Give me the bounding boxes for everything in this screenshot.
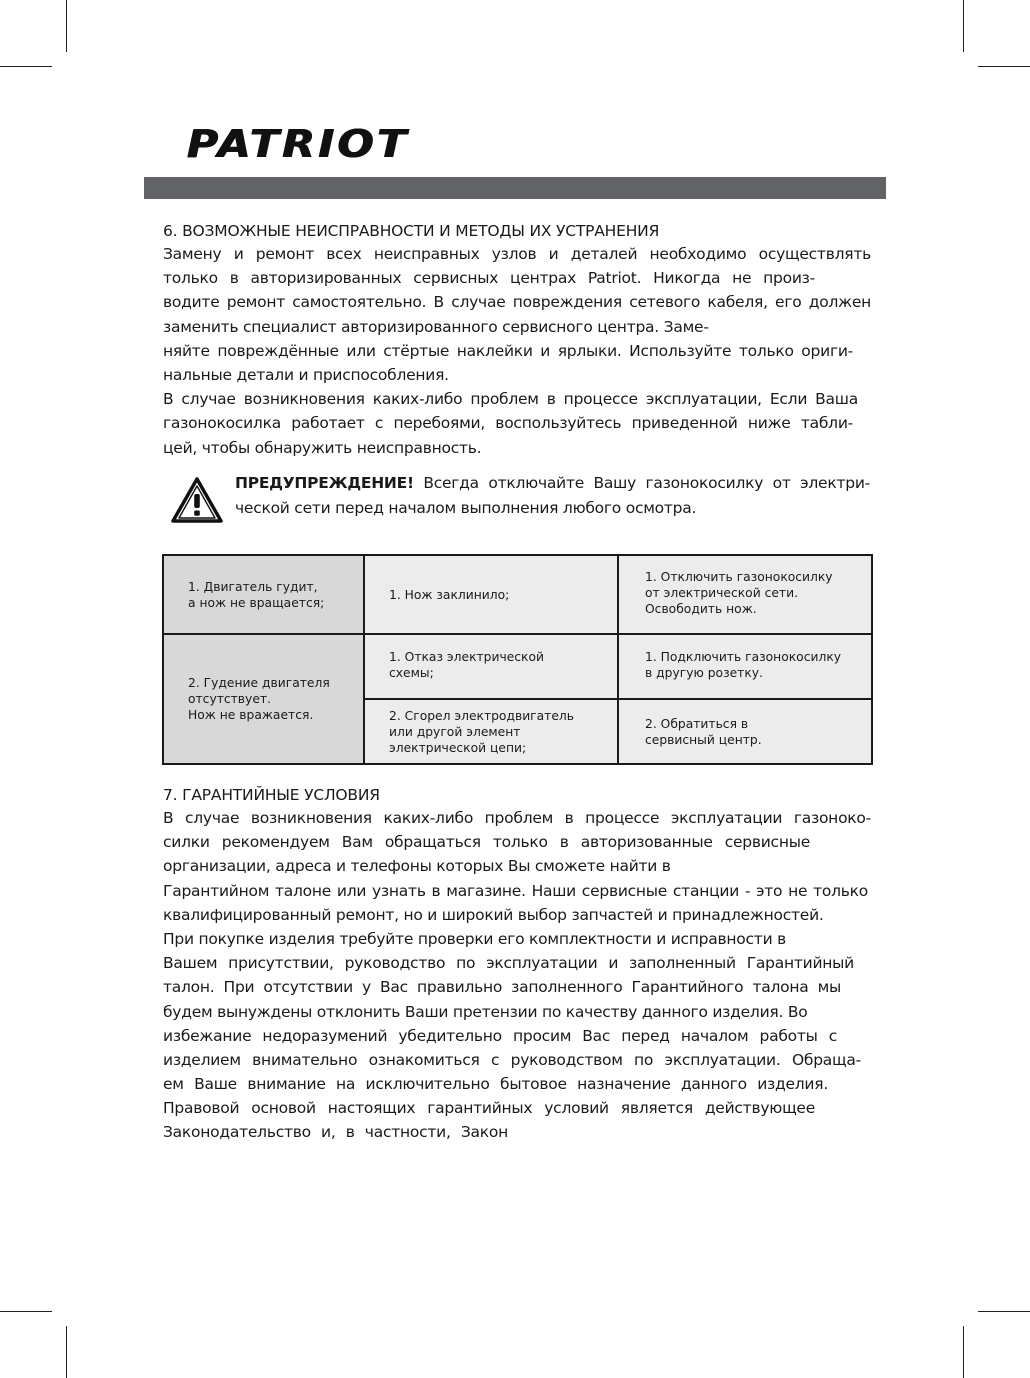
section7-line: силки рекомендуем Вам обращаться только в авторизованные сервисные: [163, 833, 810, 852]
section7-line: Правовой основой настоящих гарантийных условий является действующее: [163, 1099, 815, 1118]
section7-line: квалифицированный ремонт, но и широкий выбор запчастей и принадлежностей.: [163, 905, 824, 924]
section6-line: нальные детали и приспособления.: [163, 365, 449, 384]
section7-line: Гарантийном талоне или узнать в магазине. Наши сервисные станции - это не только: [163, 881, 868, 900]
solution-cell: [618, 555, 872, 634]
section6-line: В случае возникновения каких-либо проблем в процессе эксплуатации, Если Ваша: [163, 390, 858, 409]
section7-line: ем Ваше внимание на исключительно бытовое назначение данного изделия.: [163, 1075, 828, 1094]
section6-line: газонокосилка работает с перебоями, воспользуйтесь приведенной ниже табли-: [163, 414, 853, 433]
cell-text: 1. Подключить газонокосилку: [645, 650, 842, 664]
section6-line: только в авторизированных сервисных центрах Patriot. Никогда не произ-: [163, 269, 815, 288]
crop-mark: [0, 66, 52, 67]
cell-text: Нож не вражается.: [188, 708, 314, 722]
section6-line: Замену и ремонт всех неисправных узлов и деталей необходимо осуществлять: [163, 245, 871, 263]
cell-text: 1. Двигатель гудит,: [188, 579, 318, 594]
section6-body: [163, 242, 871, 460]
cell-text: 1. Отключить газонокосилку: [645, 570, 833, 584]
crop-mark: [963, 0, 964, 52]
table-row: [163, 634, 872, 699]
section7-line: будем вынуждены отклонить Ваши претензии по качеству данного изделия. Во: [163, 1002, 808, 1021]
cell-text: Освободить нож.: [645, 602, 757, 616]
cell-text: сервисный центр.: [645, 732, 762, 747]
cause-cell: [364, 699, 618, 764]
cell-text: а нож не вращается;: [188, 595, 325, 610]
section6-line: водите ремонт самостоятельно. В случае повреждения сетевого кабеля, его должен: [163, 293, 871, 312]
cell-text: 1. Нож заклинило;: [389, 587, 510, 602]
problem-cell: [163, 555, 364, 634]
brand-logo: PATRIOT: [187, 122, 410, 166]
cell-text: отсутствует.: [188, 692, 271, 706]
warning-line-1: [235, 471, 870, 496]
section6-heading: 6. ВОЗМОЖНЫЕ НЕИСПРАВНОСТИ И МЕТОДЫ ИХ УСТРАНЕНИЯ: [163, 222, 660, 240]
section7-body: [163, 806, 871, 1145]
crop-mark: [66, 1326, 67, 1378]
cell-text: 1. Отказ электрической: [389, 650, 544, 664]
crop-mark: [963, 1326, 964, 1378]
cell-text: или другой элемент: [389, 724, 521, 739]
section6-line: заменить специалист авторизированного сервисного центра. Заме-: [163, 317, 709, 336]
troubleshooting-table: [162, 554, 873, 765]
cell-text: от электрической сети.: [645, 586, 798, 600]
cell-text: 2. Сгорел электродвигатель: [389, 708, 575, 723]
section7-line: При покупке изделия требуйте проверки его комплектности и исправности в: [163, 929, 786, 948]
header-band: [144, 177, 886, 199]
section7-line: Законодательство и, в частности, Закон: [163, 1123, 508, 1142]
section6-line: няйте повреждённые или стёртые наклейки и ярлыки. Используйте только ориги-: [163, 341, 853, 360]
crop-mark: [0, 1311, 52, 1312]
cell-text: электрической цепи;: [389, 740, 527, 755]
cell-text: 2. Гудение двигателя: [188, 676, 330, 690]
section7-line: талон. При отсутствии у Вас правильно заполненного Гарантийного талона мы: [163, 978, 841, 997]
section7-line: организации, адреса и телефоны которых Вы сможете найти в: [163, 857, 671, 876]
section6-line: цей, чтобы обнаружить неисправность.: [163, 438, 482, 457]
warning-line1-text: Всегда отключайте Вашу газонокосилку от электри-: [423, 474, 870, 492]
crop-mark: [978, 1311, 1030, 1312]
solution-cell: [618, 699, 872, 764]
crop-mark: [66, 0, 67, 52]
cause-cell: [364, 634, 618, 699]
crop-mark: [978, 66, 1030, 67]
warning-text: [235, 471, 870, 521]
cell-text: 2. Обратиться в: [645, 716, 749, 731]
section7-heading: 7. ГАРАНТИЙНЫЕ УСЛОВИЯ: [163, 786, 380, 804]
warning-title: ПРЕДУПРЕЖДЕНИЕ!: [235, 474, 414, 492]
table-row: [163, 555, 872, 634]
cell-text: схемы;: [389, 666, 434, 680]
cause-cell: [364, 555, 618, 634]
section7-line: изделием внимательно ознакомиться с руководством по эксплуатации. Обраща-: [163, 1050, 861, 1069]
warning-triangle-icon: [170, 476, 224, 524]
problem-cell: [163, 634, 364, 764]
warning-line-2: ческой сети перед началом выполнения любого осмотра.: [235, 499, 697, 517]
solution-cell: [618, 634, 872, 699]
section7-line: Вашем присутствии, руководство по эксплуатации и заполненный Гарантийный: [163, 954, 854, 973]
section7-line: В случае возникновения каких-либо проблем в процессе эксплуатации газоноко-: [163, 809, 871, 827]
cell-text: в другую розетку.: [645, 666, 763, 680]
section7-line: избежание недоразумений убедительно просим Вас перед началом работы с: [163, 1026, 837, 1045]
